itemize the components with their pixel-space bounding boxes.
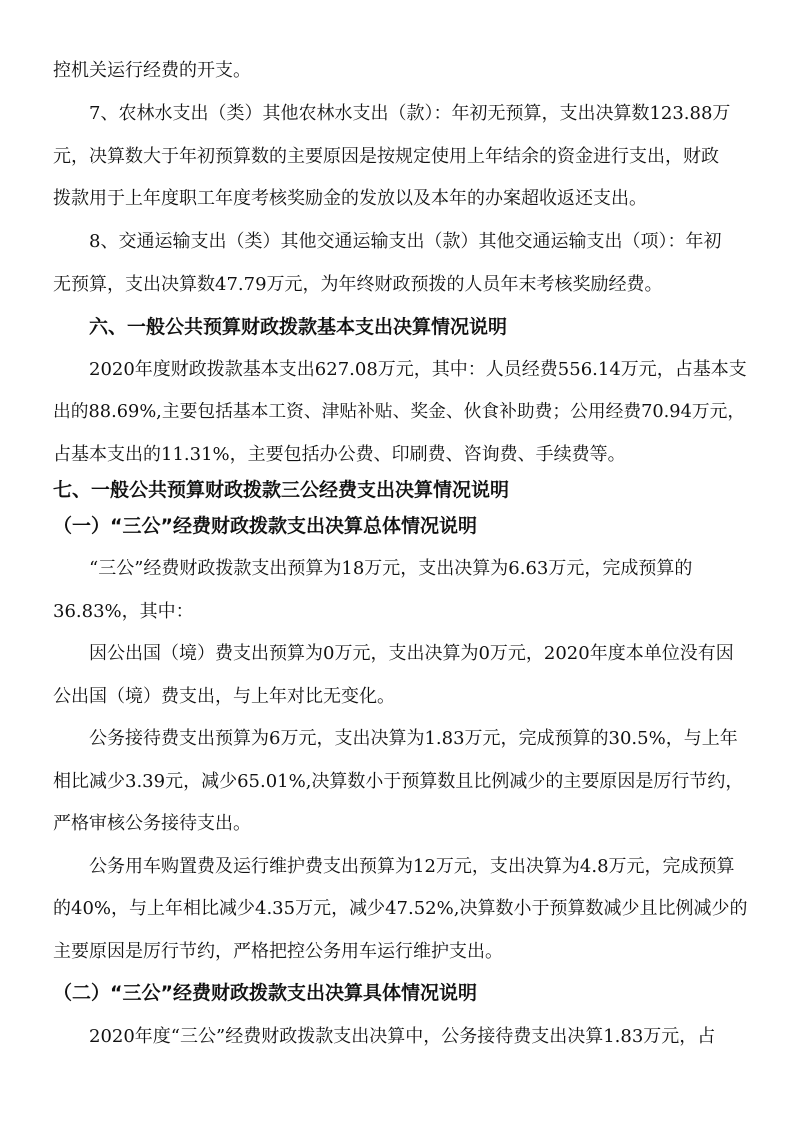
- paragraph-line: 元，决算数大于年初预算数的主要原因是按规定使用上年结余的资金进行支出，财政: [53, 146, 719, 167]
- section-heading: 七、一般公共预算财政拨款三公经费支出决算情况说明: [53, 479, 510, 501]
- paragraph-line: 控机关运行经费的开支。: [53, 60, 251, 81]
- paragraph-line: 公务接待费支出预算为6万元，支出决算为1.83万元，完成预算的30.5%，与上年: [89, 728, 738, 749]
- paragraph-line: 2020年度“三公”经费财政拨款支出决算中，公务接待费支出决算1.83万元，占: [89, 1026, 716, 1047]
- paragraph-line: “三公”经费财政拨款支出预算为18万元，支出决算为6.63万元，完成预算的: [89, 558, 693, 579]
- subsection-heading: （一）“三公”经费财政拨款支出决算总体情况说明: [53, 515, 477, 537]
- paragraph-line: 无预算，支出决算数47.79万元，为年终财政预拨的人员年末考核奖励经费。: [53, 274, 663, 295]
- paragraph-line: 36.83%，其中：: [53, 601, 194, 622]
- paragraph-line: 相比减少3.39元，减少65.01%,决算数小于预算数且比例减少的主要原因是厉行节约，: [53, 771, 744, 792]
- paragraph-line: 公出国（境）费支出，与上年对比无变化。: [53, 686, 395, 707]
- subsection-heading: （二）“三公”经费财政拨款支出决算具体情况说明: [53, 982, 477, 1004]
- paragraph-line: 出的88.69%,主要包括基本工资、津贴补贴、奖金、伙食补助费；公用经费70.94万元，: [53, 402, 746, 422]
- paragraph-line: 8、交通运输支出（类）其他交通运输支出（款）其他交通运输支出（项）：年初: [89, 231, 722, 252]
- paragraph-line: 公务用车购置费及运行维护费支出预算为12万元，支出决算为4.8万元，完成预算: [89, 856, 735, 877]
- paragraph-line: 因公出国（境）费支出预算为0万元，支出决算为0万元，2020年度本单位没有因: [89, 643, 734, 664]
- paragraph-line: 主要原因是厉行节约，严格把控公务用车运行维护支出。: [53, 941, 503, 962]
- paragraph-line: 2020年度财政拨款基本支出627.08万元，其中：人员经费556.14万元，占基本支: [89, 359, 747, 380]
- paragraph-line: 的40%，与上年相比减少4.35万元，减少47.52%,决算数小于预算数减少且比例减少的: [53, 898, 748, 919]
- paragraph-line: 7、农林水支出（类）其他农林水支出（款）：年初无预算，支出决算数123.88万: [89, 103, 731, 124]
- paragraph-line: 占基本支出的11.31%，主要包括办公费、印刷费、咨询费、手续费等。: [53, 444, 626, 465]
- section-heading: 六、一般公共预算财政拨款基本支出决算情况说明: [89, 316, 508, 338]
- paragraph-line: 拨款用于上年度职工年度考核奖励金的发放以及本年的办案超收返还支出。: [53, 188, 647, 209]
- paragraph-line: 严格审核公务接待支出。: [53, 813, 251, 834]
